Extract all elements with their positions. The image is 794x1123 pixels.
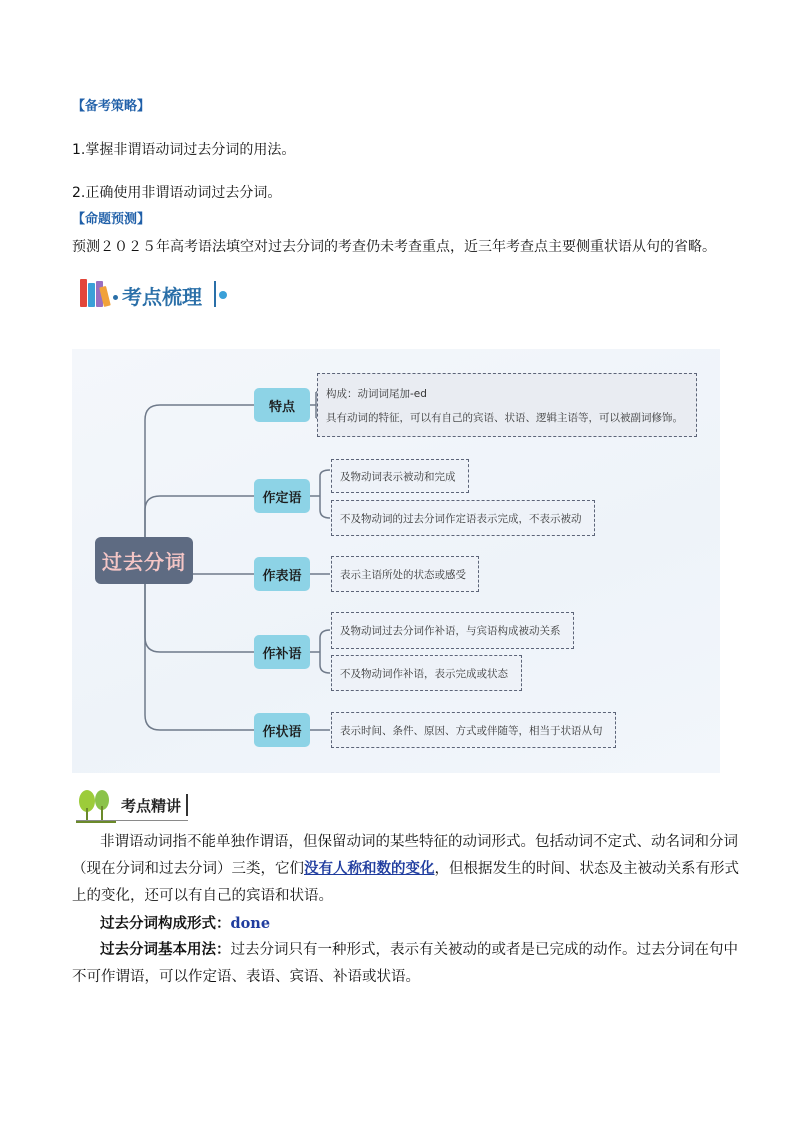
- form-line: [100, 910, 270, 938]
- leaf-attributive-1: 及物动词表示被动和完成: [331, 459, 469, 493]
- strategy-item-2: 2.正确使用非谓语动词过去分词。: [72, 185, 282, 201]
- section1-title: 考点梳理: [122, 285, 202, 309]
- paragraph-intro: [72, 829, 739, 910]
- strategy-heading: 【备考策略】: [72, 99, 151, 114]
- para1-line2: [72, 856, 739, 883]
- para1-line3: 上的变化，还可以有自己的宾语和状语。: [72, 888, 333, 904]
- leaf-predicative-1: 表示主语所处的状态或感受: [331, 556, 479, 592]
- trees-icon: [76, 788, 116, 824]
- usage-label: 过去分词基本用法：: [100, 942, 231, 958]
- form-value: done: [230, 915, 271, 932]
- usage-line2: 不可作谓语，可以作定语、表语、宾语、补语或状语。: [72, 969, 420, 985]
- para1-line1: 非谓语动词指不能单独作谓语，但保留动词的某些特征的动词形式。包括动词不定式、动名词和分词: [100, 834, 738, 850]
- section2-underline: [76, 820, 188, 821]
- leaf-features-1: 构成：动词词尾加-ed: [326, 388, 427, 400]
- strategy-item-1: 1.掌握非谓语动词过去分词的用法。: [72, 142, 296, 158]
- prediction-heading: 【命题预测】: [72, 212, 151, 227]
- para1-pre: （现在分词和过去分词）三类，它们: [72, 861, 304, 877]
- leaf-features-2: 具有动词的特征，可以有自己的宾语、状语、逻辑主语等，可以被副词修饰。: [326, 412, 683, 424]
- leaf-features-box: [317, 373, 697, 437]
- prediction-text: 预测２０２５年高考语法填空对过去分词的考查仍未考查重点，近三年考查点主要侧重状语从句的省略。: [72, 239, 716, 255]
- leaf-complement-1: 及物动词过去分词作补语，与宾语构成被动关系: [331, 612, 574, 649]
- leaf-complement-2: 不及物动词作补语，表示完成或状态: [331, 655, 522, 691]
- leaf-attributive-2: 不及物动词的过去分词作定语表示完成，不表示被动: [331, 500, 595, 536]
- usage-line1: [72, 937, 738, 964]
- node-attributive: 作定语: [254, 479, 310, 513]
- node-adverbial: 作状语: [254, 713, 310, 747]
- section2-cursor: [186, 794, 188, 816]
- node-features: 特点: [254, 388, 310, 422]
- form-label: 过去分词构成形式：: [100, 916, 231, 932]
- paragraph-usage: [72, 937, 738, 991]
- para1-post: ，但根据发生的时间、状态及主被动关系有形式: [434, 861, 739, 877]
- usage-text-1: 过去分词只有一种形式，表示有关被动的或者是已完成的动作。过去分词在句中: [230, 942, 738, 958]
- leaf-adverbial-1: 表示时间、条件、原因、方式或伴随等，相当于状语从句: [331, 712, 616, 748]
- node-predicative: 作表语: [254, 557, 310, 591]
- section2-title: 考点精讲: [121, 797, 182, 815]
- node-complement: 作补语: [254, 635, 310, 669]
- mindmap-root: 过去分词: [95, 537, 193, 584]
- para1-highlight: 没有人称和数的变化: [304, 861, 435, 877]
